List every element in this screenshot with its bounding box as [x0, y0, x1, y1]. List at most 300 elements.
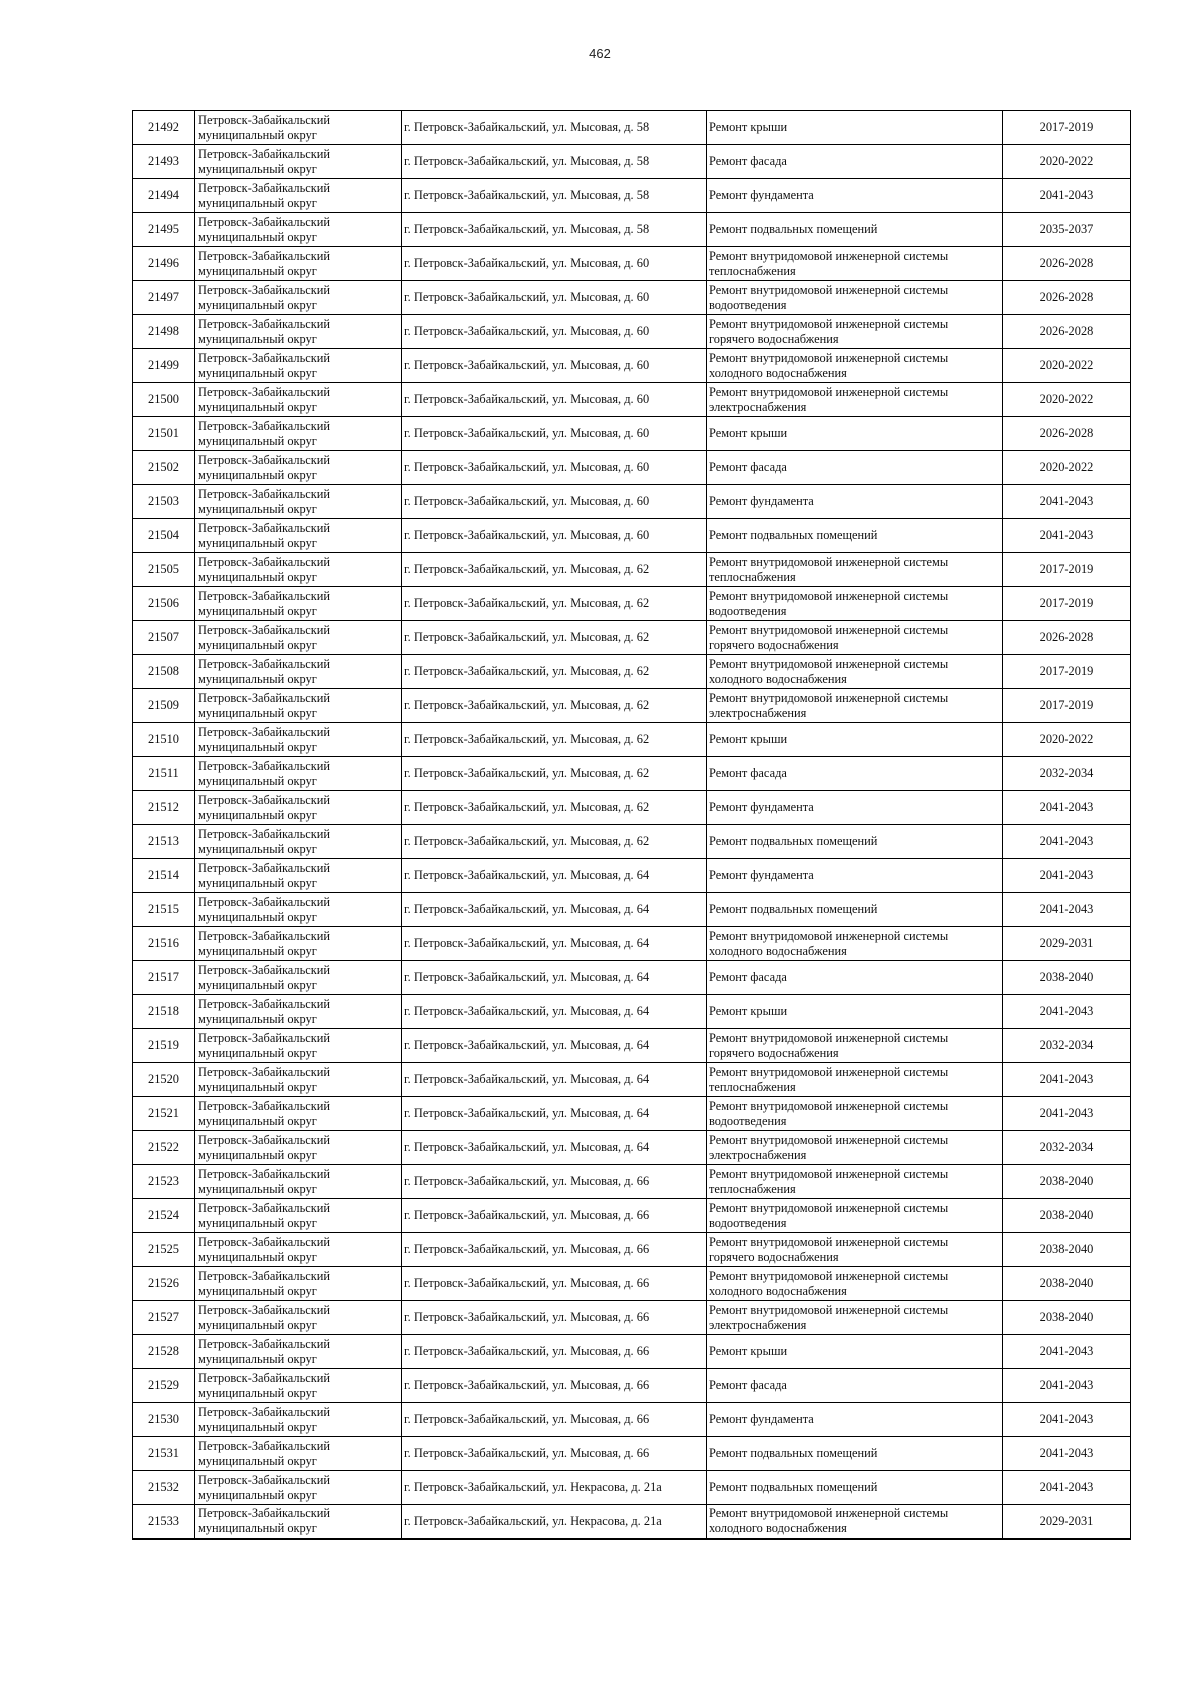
address-cell: г. Петровск-Забайкальский, ул. Мысовая, д. 62	[402, 553, 707, 587]
municipality-line: муниципальный округ	[198, 1079, 317, 1094]
address-cell: г. Петровск-Забайкальский, ул. Мысовая, д. 64	[402, 927, 707, 961]
municipality-line: муниципальный округ	[198, 977, 317, 992]
municipality-cell	[195, 1471, 402, 1505]
work-type-cell	[707, 655, 1003, 689]
municipality-cell	[195, 995, 402, 1029]
table-row	[133, 1199, 1131, 1233]
table-row	[133, 995, 1131, 1029]
period-cell: 2041-2043	[1003, 825, 1131, 859]
municipality-line: муниципальный округ	[198, 331, 317, 346]
work-type-cell	[707, 349, 1003, 383]
table-row	[133, 213, 1131, 247]
work-type-line: Ремонт внутридомовой инженерной системы	[709, 1268, 949, 1283]
address-cell: г. Петровск-Забайкальский, ул. Мысовая, д. 58	[402, 179, 707, 213]
municipality-line: Петровск-Забайкальский	[198, 962, 331, 977]
work-type-line: холодного водоснабжения	[709, 365, 847, 380]
municipality-line: муниципальный округ	[198, 1045, 317, 1060]
work-type-cell	[707, 1369, 1003, 1403]
work-type-line: Ремонт внутридомовой инженерной системы	[709, 350, 949, 365]
municipality-line: Петровск-Забайкальский	[198, 146, 331, 161]
work-type-cell	[707, 315, 1003, 349]
address-cell: г. Петровск-Забайкальский, ул. Некрасова, д. 21а	[402, 1471, 707, 1505]
table-row	[133, 281, 1131, 315]
municipality-line: муниципальный округ	[198, 1283, 317, 1298]
period-cell: 2020-2022	[1003, 145, 1131, 179]
municipality-cell	[195, 1335, 402, 1369]
municipality-cell	[195, 1403, 402, 1437]
address-cell: г. Петровск-Забайкальский, ул. Мысовая, д. 66	[402, 1335, 707, 1369]
table-row	[133, 1403, 1131, 1437]
record-number-cell: 21503	[133, 485, 195, 519]
municipality-line: муниципальный округ	[198, 841, 317, 856]
table-row	[133, 1437, 1131, 1471]
period-cell: 2035-2037	[1003, 213, 1131, 247]
municipality-cell	[195, 1437, 402, 1471]
work-type-cell	[707, 1335, 1003, 1369]
work-type-line: водоотведения	[709, 297, 787, 312]
work-type-line: Ремонт подвальных помещений	[709, 834, 878, 848]
address-cell: г. Петровск-Забайкальский, ул. Мысовая, д. 64	[402, 859, 707, 893]
address-cell: г. Петровск-Забайкальский, ул. Мысовая, д. 64	[402, 1063, 707, 1097]
municipality-line: муниципальный округ	[198, 1453, 317, 1468]
table-body	[133, 111, 1131, 1539]
municipality-cell	[195, 519, 402, 553]
table-row	[133, 315, 1131, 349]
table-row	[133, 1301, 1131, 1335]
address-cell: г. Петровск-Забайкальский, ул. Мысовая, д. 62	[402, 825, 707, 859]
municipality-line: муниципальный округ	[198, 943, 317, 958]
work-type-cell	[707, 587, 1003, 621]
record-number-cell: 21501	[133, 417, 195, 451]
work-type-line: водоотведения	[709, 603, 787, 618]
address-cell: г. Петровск-Забайкальский, ул. Мысовая, д. 60	[402, 315, 707, 349]
municipality-cell	[195, 145, 402, 179]
municipality-cell	[195, 1301, 402, 1335]
work-type-cell	[707, 1471, 1003, 1505]
table-row	[133, 961, 1131, 995]
period-cell: 2041-2043	[1003, 1369, 1131, 1403]
record-number-cell: 21510	[133, 723, 195, 757]
municipality-cell	[195, 1369, 402, 1403]
record-number-cell: 21514	[133, 859, 195, 893]
work-type-line: теплоснабжения	[709, 263, 796, 278]
municipality-line: муниципальный округ	[198, 501, 317, 516]
work-type-cell	[707, 757, 1003, 791]
record-number-cell: 21512	[133, 791, 195, 825]
work-type-line: Ремонт крыши	[709, 120, 788, 134]
period-cell: 2017-2019	[1003, 553, 1131, 587]
period-cell: 2020-2022	[1003, 451, 1131, 485]
record-number-cell: 21516	[133, 927, 195, 961]
work-type-line: Ремонт фундамента	[709, 494, 814, 508]
work-type-line: Ремонт внутридомовой инженерной системы	[709, 248, 949, 263]
address-cell: г. Петровск-Забайкальский, ул. Мысовая, д. 62	[402, 621, 707, 655]
address-cell: г. Петровск-Забайкальский, ул. Мысовая, д. 64	[402, 995, 707, 1029]
municipality-line: муниципальный округ	[198, 671, 317, 686]
work-type-cell	[707, 893, 1003, 927]
period-cell: 2032-2034	[1003, 1131, 1131, 1165]
record-number-cell: 21523	[133, 1165, 195, 1199]
table-row	[133, 519, 1131, 553]
municipality-line: муниципальный округ	[198, 195, 317, 210]
address-cell: г. Петровск-Забайкальский, ул. Мысовая, д. 58	[402, 145, 707, 179]
municipality-line: муниципальный округ	[198, 1181, 317, 1196]
table-row	[133, 723, 1131, 757]
municipality-cell	[195, 485, 402, 519]
record-number-cell: 21518	[133, 995, 195, 1029]
municipality-line: Петровск-Забайкальский	[198, 1472, 331, 1487]
municipality-line: Петровск-Забайкальский	[198, 1098, 331, 1113]
work-type-cell	[707, 179, 1003, 213]
municipality-line: Петровск-Забайкальский	[198, 826, 331, 841]
municipality-line: муниципальный округ	[198, 1215, 317, 1230]
work-type-cell	[707, 247, 1003, 281]
address-cell: г. Петровск-Забайкальский, ул. Мысовая, д. 64	[402, 961, 707, 995]
table-row	[133, 689, 1131, 723]
municipality-cell	[195, 587, 402, 621]
record-number-cell: 21498	[133, 315, 195, 349]
record-number-cell: 21497	[133, 281, 195, 315]
work-type-line: Ремонт подвальных помещений	[709, 528, 878, 542]
municipality-line: муниципальный округ	[198, 127, 317, 142]
period-cell: 2041-2043	[1003, 1335, 1131, 1369]
address-cell: г. Петровск-Забайкальский, ул. Мысовая, д. 62	[402, 587, 707, 621]
period-cell: 2026-2028	[1003, 417, 1131, 451]
work-type-line: водоотведения	[709, 1113, 787, 1128]
table-row	[133, 383, 1131, 417]
record-number-cell: 21522	[133, 1131, 195, 1165]
municipality-line: Петровск-Забайкальский	[198, 554, 331, 569]
record-number-cell: 21508	[133, 655, 195, 689]
address-cell: г. Петровск-Забайкальский, ул. Мысовая, д. 58	[402, 213, 707, 247]
work-type-line: Ремонт внутридомовой инженерной системы	[709, 1200, 949, 1215]
table-row	[133, 655, 1131, 689]
period-cell: 2038-2040	[1003, 1165, 1131, 1199]
work-type-line: теплоснабжения	[709, 569, 796, 584]
period-cell: 2038-2040	[1003, 1199, 1131, 1233]
work-type-line: Ремонт внутридомовой инженерной системы	[709, 316, 949, 331]
municipality-line: муниципальный округ	[198, 535, 317, 550]
work-type-line: горячего водоснабжения	[709, 637, 839, 652]
municipality-line: муниципальный округ	[198, 603, 317, 618]
municipality-cell	[195, 723, 402, 757]
work-type-cell	[707, 995, 1003, 1029]
work-type-line: Ремонт подвальных помещений	[709, 1480, 878, 1494]
municipality-line: Петровск-Забайкальский	[198, 384, 331, 399]
period-cell: 2017-2019	[1003, 689, 1131, 723]
work-type-cell	[707, 621, 1003, 655]
work-type-cell	[707, 1097, 1003, 1131]
record-number-cell: 21511	[133, 757, 195, 791]
work-type-line: Ремонт внутридомовой инженерной системы	[709, 384, 949, 399]
work-type-line: Ремонт подвальных помещений	[709, 902, 878, 916]
municipality-line: муниципальный округ	[198, 1419, 317, 1434]
period-cell: 2041-2043	[1003, 485, 1131, 519]
work-type-cell	[707, 111, 1003, 145]
address-cell: г. Петровск-Забайкальский, ул. Мысовая, д. 64	[402, 1131, 707, 1165]
municipality-cell	[195, 213, 402, 247]
municipality-line: муниципальный округ	[198, 1249, 317, 1264]
work-type-cell	[707, 689, 1003, 723]
municipality-line: муниципальный округ	[198, 1011, 317, 1026]
address-cell: г. Петровск-Забайкальский, ул. Мысовая, д. 62	[402, 655, 707, 689]
period-cell: 2020-2022	[1003, 723, 1131, 757]
table-row	[133, 179, 1131, 213]
record-number-cell: 21526	[133, 1267, 195, 1301]
work-type-line: Ремонт фундамента	[709, 1412, 814, 1426]
record-number-cell: 21504	[133, 519, 195, 553]
municipality-line: муниципальный округ	[198, 297, 317, 312]
table-row	[133, 927, 1131, 961]
address-cell: г. Петровск-Забайкальский, ул. Мысовая, д. 60	[402, 247, 707, 281]
work-type-cell	[707, 1403, 1003, 1437]
work-type-line: Ремонт крыши	[709, 1004, 788, 1018]
address-cell: г. Петровск-Забайкальский, ул. Мысовая, д. 64	[402, 893, 707, 927]
repair-schedule-table	[132, 110, 1131, 1540]
work-type-line: Ремонт внутридомовой инженерной системы	[709, 1064, 949, 1079]
municipality-line: Петровск-Забайкальский	[198, 656, 331, 671]
record-number-cell: 21507	[133, 621, 195, 655]
municipality-cell	[195, 791, 402, 825]
address-cell: г. Петровск-Забайкальский, ул. Мысовая, д. 58	[402, 111, 707, 145]
record-number-cell: 21532	[133, 1471, 195, 1505]
period-cell: 2017-2019	[1003, 655, 1131, 689]
record-number-cell: 21494	[133, 179, 195, 213]
municipality-cell	[195, 961, 402, 995]
work-type-cell	[707, 1301, 1003, 1335]
table-row	[133, 757, 1131, 791]
record-number-cell: 21520	[133, 1063, 195, 1097]
period-cell: 2020-2022	[1003, 383, 1131, 417]
municipality-line: Петровск-Забайкальский	[198, 1506, 331, 1521]
table-row	[133, 859, 1131, 893]
work-type-cell	[707, 485, 1003, 519]
period-cell: 2017-2019	[1003, 587, 1131, 621]
work-type-cell	[707, 281, 1003, 315]
record-number-cell: 21531	[133, 1437, 195, 1471]
table-row	[133, 1233, 1131, 1267]
period-cell: 2041-2043	[1003, 519, 1131, 553]
period-cell: 2029-2031	[1003, 927, 1131, 961]
municipality-line: Петровск-Забайкальский	[198, 180, 331, 195]
work-type-cell	[707, 825, 1003, 859]
work-type-line: Ремонт крыши	[709, 1344, 788, 1358]
municipality-cell	[195, 417, 402, 451]
work-type-cell	[707, 1505, 1003, 1539]
work-type-cell	[707, 1437, 1003, 1471]
record-number-cell: 21515	[133, 893, 195, 927]
period-cell: 2038-2040	[1003, 1267, 1131, 1301]
address-cell: г. Петровск-Забайкальский, ул. Мысовая, д. 66	[402, 1199, 707, 1233]
address-cell: г. Петровск-Забайкальский, ул. Мысовая, д. 60	[402, 485, 707, 519]
work-type-line: водоотведения	[709, 1215, 787, 1230]
address-cell: г. Петровск-Забайкальский, ул. Мысовая, д. 64	[402, 1097, 707, 1131]
table-row	[133, 145, 1131, 179]
work-type-line: Ремонт крыши	[709, 426, 788, 440]
work-type-line: горячего водоснабжения	[709, 1045, 839, 1060]
work-type-line: Ремонт внутридомовой инженерной системы	[709, 622, 949, 637]
municipality-line: Петровск-Забайкальский	[198, 690, 331, 705]
municipality-line: Петровск-Забайкальский	[198, 1064, 331, 1079]
record-number-cell: 21517	[133, 961, 195, 995]
municipality-cell	[195, 1165, 402, 1199]
table-row	[133, 451, 1131, 485]
address-cell: г. Петровск-Забайкальский, ул. Мысовая, д. 66	[402, 1267, 707, 1301]
work-type-line: Ремонт подвальных помещений	[709, 1446, 878, 1460]
address-cell: г. Петровск-Забайкальский, ул. Мысовая, д. 62	[402, 689, 707, 723]
work-type-cell	[707, 1233, 1003, 1267]
table-row	[133, 1267, 1131, 1301]
municipality-line: Петровск-Забайкальский	[198, 1268, 331, 1283]
address-cell: г. Петровск-Забайкальский, ул. Мысовая, д. 60	[402, 349, 707, 383]
work-type-line: электроснабжения	[709, 399, 807, 414]
municipality-cell	[195, 825, 402, 859]
municipality-line: Петровск-Забайкальский	[198, 486, 331, 501]
period-cell: 2041-2043	[1003, 859, 1131, 893]
work-type-cell	[707, 417, 1003, 451]
table-row	[133, 621, 1131, 655]
work-type-line: Ремонт внутридомовой инженерной системы	[709, 690, 949, 705]
municipality-line: Петровск-Забайкальский	[198, 112, 331, 127]
municipality-line: муниципальный округ	[198, 365, 317, 380]
municipality-line: Петровск-Забайкальский	[198, 1030, 331, 1045]
table-row	[133, 111, 1131, 145]
work-type-line: Ремонт внутридомовой инженерной системы	[709, 928, 949, 943]
work-type-line: Ремонт крыши	[709, 732, 788, 746]
record-number-cell: 21528	[133, 1335, 195, 1369]
municipality-line: Петровск-Забайкальский	[198, 1336, 331, 1351]
municipality-cell	[195, 859, 402, 893]
municipality-line: муниципальный округ	[198, 1147, 317, 1162]
work-type-line: электроснабжения	[709, 1317, 807, 1332]
municipality-line: Петровск-Забайкальский	[198, 860, 331, 875]
record-number-cell: 21529	[133, 1369, 195, 1403]
record-number-cell: 21493	[133, 145, 195, 179]
work-type-line: Ремонт внутридомовой инженерной системы	[709, 588, 949, 603]
work-type-cell	[707, 1199, 1003, 1233]
municipality-line: Петровск-Забайкальский	[198, 622, 331, 637]
municipality-cell	[195, 383, 402, 417]
period-cell: 2026-2028	[1003, 247, 1131, 281]
work-type-line: электроснабжения	[709, 705, 807, 720]
work-type-cell	[707, 519, 1003, 553]
address-cell: г. Петровск-Забайкальский, ул. Мысовая, д. 60	[402, 451, 707, 485]
municipality-line: муниципальный округ	[198, 229, 317, 244]
municipality-line: Петровск-Забайкальский	[198, 316, 331, 331]
municipality-cell	[195, 349, 402, 383]
municipality-cell	[195, 689, 402, 723]
municipality-line: муниципальный округ	[198, 1385, 317, 1400]
table-row	[133, 485, 1131, 519]
municipality-line: муниципальный округ	[198, 807, 317, 822]
municipality-cell	[195, 111, 402, 145]
table-row	[133, 553, 1131, 587]
municipality-line: Петровск-Забайкальский	[198, 1404, 331, 1419]
municipality-line: Петровск-Забайкальский	[198, 792, 331, 807]
work-type-line: Ремонт внутридомовой инженерной системы	[709, 1302, 949, 1317]
work-type-line: Ремонт внутридомовой инженерной системы	[709, 1166, 949, 1181]
municipality-line: муниципальный округ	[198, 1487, 317, 1502]
municipality-line: Петровск-Забайкальский	[198, 1302, 331, 1317]
address-cell: г. Петровск-Забайкальский, ул. Мысовая, д. 62	[402, 791, 707, 825]
municipality-cell	[195, 893, 402, 927]
address-cell: г. Петровск-Забайкальский, ул. Мысовая, д. 66	[402, 1437, 707, 1471]
municipality-cell	[195, 927, 402, 961]
record-number-cell: 21499	[133, 349, 195, 383]
work-type-line: Ремонт внутридомовой инженерной системы	[709, 1234, 949, 1249]
work-type-line: холодного водоснабжения	[709, 943, 847, 958]
municipality-line: Петровск-Забайкальский	[198, 724, 331, 739]
period-cell: 2017-2019	[1003, 111, 1131, 145]
municipality-line: муниципальный округ	[198, 263, 317, 278]
municipality-line: муниципальный округ	[198, 1317, 317, 1332]
period-cell: 2041-2043	[1003, 791, 1131, 825]
municipality-line: Петровск-Забайкальский	[198, 1234, 331, 1249]
work-type-line: Ремонт фасада	[709, 460, 787, 474]
table-row	[133, 1335, 1131, 1369]
work-type-line: Ремонт внутридомовой инженерной системы	[709, 554, 949, 569]
record-number-cell: 21530	[133, 1403, 195, 1437]
work-type-line: Ремонт внутридомовой инженерной системы	[709, 1030, 949, 1045]
table-row	[133, 1097, 1131, 1131]
work-type-line: Ремонт фундамента	[709, 800, 814, 814]
municipality-line: Петровск-Забайкальский	[198, 282, 331, 297]
record-number-cell: 21521	[133, 1097, 195, 1131]
work-type-cell	[707, 791, 1003, 825]
municipality-line: Петровск-Забайкальский	[198, 452, 331, 467]
record-number-cell: 21524	[133, 1199, 195, 1233]
work-type-cell	[707, 723, 1003, 757]
address-cell: г. Петровск-Забайкальский, ул. Мысовая, д. 66	[402, 1301, 707, 1335]
municipality-cell	[195, 553, 402, 587]
municipality-line: муниципальный округ	[198, 705, 317, 720]
address-cell: г. Петровск-Забайкальский, ул. Мысовая, д. 60	[402, 281, 707, 315]
municipality-line: Петровск-Забайкальский	[198, 1370, 331, 1385]
work-type-line: Ремонт фасада	[709, 1378, 787, 1392]
period-cell: 2041-2043	[1003, 1097, 1131, 1131]
record-number-cell: 21500	[133, 383, 195, 417]
record-number-cell: 21519	[133, 1029, 195, 1063]
work-type-line: Ремонт фасада	[709, 970, 787, 984]
municipality-cell	[195, 757, 402, 791]
municipality-cell	[195, 621, 402, 655]
table-row	[133, 1063, 1131, 1097]
period-cell: 2041-2043	[1003, 1437, 1131, 1471]
municipality-cell	[195, 1505, 402, 1539]
record-number-cell: 21502	[133, 451, 195, 485]
address-cell: г. Петровск-Забайкальский, ул. Мысовая, д. 60	[402, 519, 707, 553]
period-cell: 2029-2031	[1003, 1505, 1131, 1539]
work-type-cell	[707, 1029, 1003, 1063]
municipality-cell	[195, 1131, 402, 1165]
municipality-cell	[195, 179, 402, 213]
work-type-cell	[707, 961, 1003, 995]
municipality-line: Петровск-Забайкальский	[198, 894, 331, 909]
work-type-line: Ремонт внутридомовой инженерной системы	[709, 1132, 949, 1147]
work-type-line: холодного водоснабжения	[709, 1521, 847, 1536]
municipality-line: Петровск-Забайкальский	[198, 928, 331, 943]
address-cell: г. Петровск-Забайкальский, ул. Мысовая, д. 66	[402, 1233, 707, 1267]
municipality-line: муниципальный округ	[198, 637, 317, 652]
work-type-line: электроснабжения	[709, 1147, 807, 1162]
address-cell: г. Петровск-Забайкальский, ул. Мысовая, д. 66	[402, 1369, 707, 1403]
work-type-cell	[707, 927, 1003, 961]
period-cell: 2041-2043	[1003, 1471, 1131, 1505]
table-row	[133, 825, 1131, 859]
address-cell: г. Петровск-Забайкальский, ул. Мысовая, д. 66	[402, 1403, 707, 1437]
table-row	[133, 1471, 1131, 1505]
work-type-line: Ремонт фасада	[709, 766, 787, 780]
